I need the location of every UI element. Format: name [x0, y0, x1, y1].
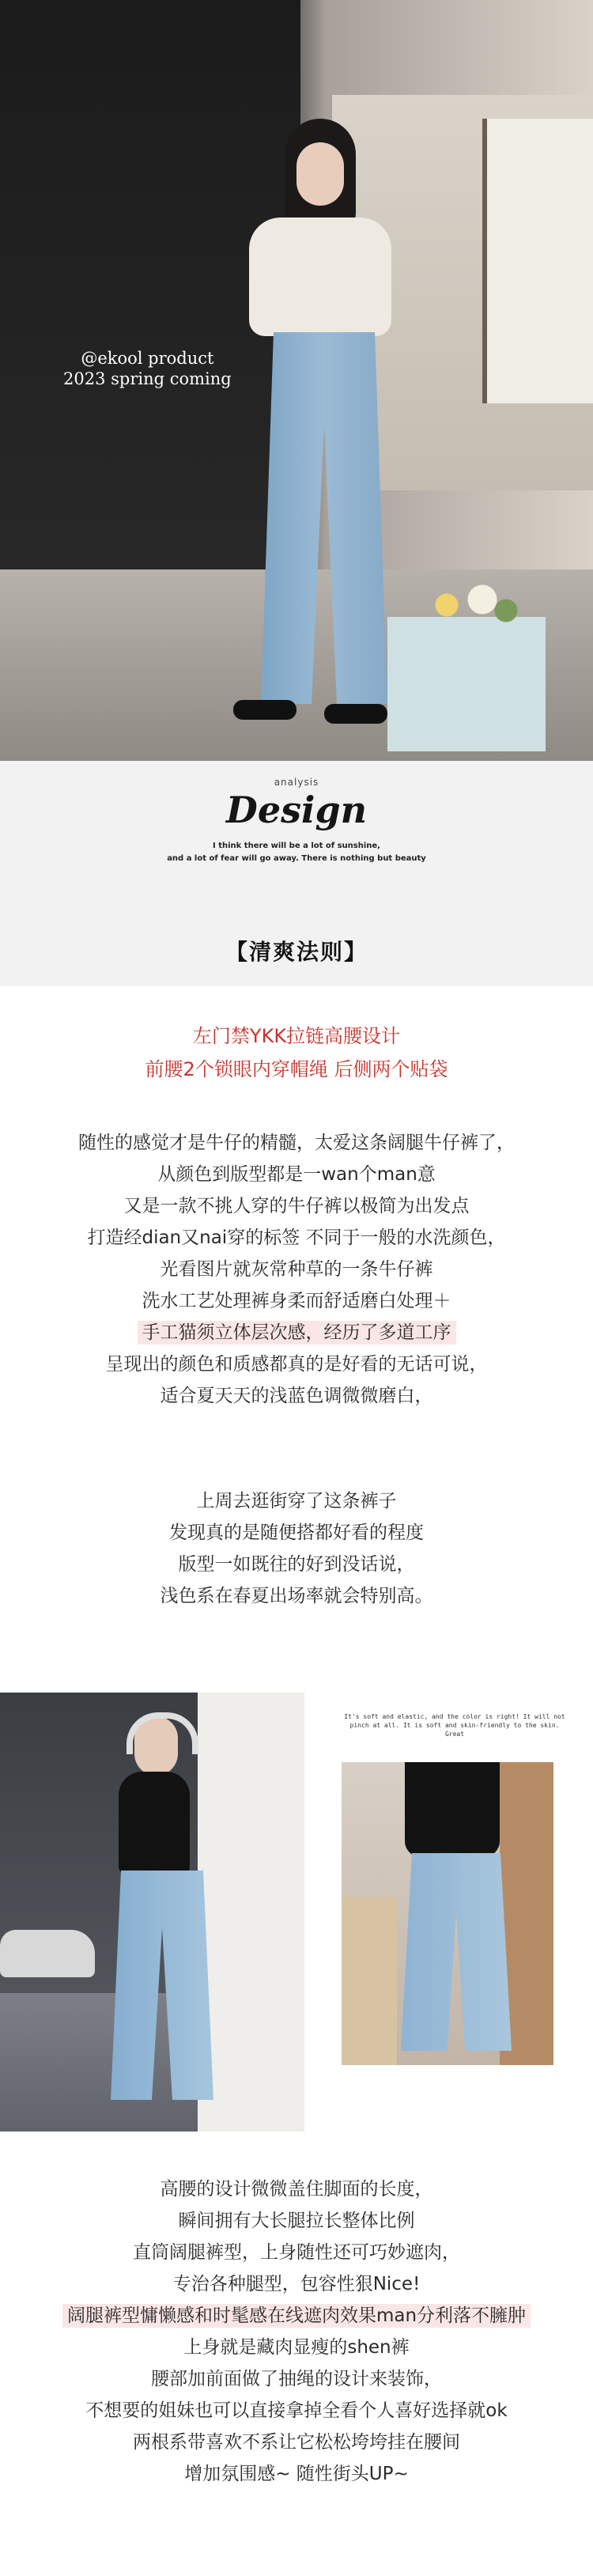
para3-line-highlight — [0, 2300, 593, 2332]
street-wall-panel — [198, 1693, 304, 2132]
hero-model-jeans — [261, 332, 387, 704]
para1-line-highlight — [0, 1317, 593, 1349]
hero-model-blouse — [249, 218, 391, 336]
para3-line: 专治各种腿型，包容性狠Nice! — [172, 2274, 421, 2294]
headphones — [127, 1712, 198, 1754]
highlighted-text: 阔腿裤型慵懒感和时髦感在线遮肉效果man分利落不臃肿 — [62, 2304, 531, 2328]
para2-line: 浅色系在春夏出场率就会特别高。 — [160, 1586, 433, 1606]
seated-photo — [342, 1762, 553, 2065]
hero-model-face — [296, 142, 344, 206]
street-car — [0, 1930, 95, 1977]
hero-caption — [63, 348, 232, 389]
design-tagline-line2: and a lot of fear will go away. There is nothing but beauty — [167, 854, 426, 863]
para1-line: 又是一款不挑人穿的牛仔裤以极简为出发点 — [123, 1196, 470, 1216]
para3-line: 两根系带喜欢不系让它松松垮垮挂在腰间 — [133, 2432, 460, 2453]
para3-line: 瞬间拥有大长腿拉长整体比例 — [178, 2211, 415, 2231]
design-heading: Design — [225, 789, 368, 831]
para1-line: 适合夏天天的浅蓝色调微微磨白， — [160, 1386, 433, 1406]
seated-model-top — [405, 1762, 500, 1857]
para1-line: 打造经dian又nai穿的标签 不同于一般的水洗颜色， — [87, 1227, 506, 1248]
description-paragraph-2 — [0, 1485, 593, 1612]
cardboard-box — [342, 1897, 397, 2065]
photo-caption: It's soft and elastic, and the color is right! It will not pinch at all. It is soft and skin-friendly to the skin. Great — [344, 1713, 565, 1738]
hero-model-shoe-left — [233, 700, 296, 720]
street-photo — [0, 1693, 304, 2132]
seated-model-jeans — [401, 1853, 512, 2051]
para2-line: 版型一如既往的好到没话说， — [178, 1554, 415, 1575]
highlight-zipper: 左门禁YKK拉链高腰设计 — [192, 1025, 401, 1047]
description-paragraph-3 — [0, 2173, 593, 2490]
hero-model-shoe-right — [324, 704, 387, 724]
street-model-top — [119, 1772, 190, 1874]
design-tagline-line1: I think there will be a lot of sunshine, — [213, 842, 380, 850]
hero-caption-line1: @ekool product — [81, 349, 214, 368]
para3-line: 高腰的设计微微盖住脚面的长度， — [160, 2179, 433, 2200]
para2-line: 发现真的是随便搭都好看的程度 — [169, 1523, 424, 1543]
design-tagline — [0, 840, 593, 865]
analysis-label: analysis — [274, 777, 319, 788]
hero-photo — [0, 0, 593, 761]
design-section — [0, 761, 593, 986]
rule-title: 【清爽法则】 — [225, 939, 368, 965]
para3-line: 增加氛围感~ 随性街头UP~ — [184, 2464, 409, 2484]
para1-line: 随性的感觉才是牛仔的精髓，太爱这条阔腿牛仔裤了， — [78, 1133, 515, 1153]
para3-line: 腰部加前面做了抽绳的设计来装饰， — [151, 2369, 442, 2389]
hero-window — [482, 119, 593, 403]
para1-line: 从颜色到版型都是一wan个man意 — [157, 1164, 436, 1185]
para2-line: 上周去逛街穿了这条裤子 — [196, 1491, 397, 1511]
para3-line: 上身就是藏肉显瘦的shen裤 — [183, 2337, 410, 2358]
para3-line: 不想要的姐妹也可以直接拿掉全看个人喜好选择就ok — [85, 2400, 508, 2421]
hero-flowers — [411, 577, 530, 633]
highlighted-text: 手工猫须立体层次感，经历了多道工序 — [138, 1321, 456, 1345]
hero-caption-line2: 2023 spring coming — [63, 369, 232, 388]
para3-line: 直筒阔腿裤型，上身随性还可巧妙遮肉， — [133, 2242, 460, 2263]
hero-model — [237, 119, 419, 728]
para1-line: 洗水工艺处理裤身柔而舒适磨白处理＋ — [142, 1291, 451, 1311]
description-paragraph-1 — [0, 1127, 593, 1412]
para1-line: 光看图片就灰常种草的一条牛仔裤 — [160, 1259, 433, 1280]
highlight-pockets: 前腰2个锁眼内穿帽绳 后侧两个贴袋 — [145, 1058, 448, 1080]
para1-line: 呈现出的颜色和质感都真的是好看的无话可说， — [105, 1354, 488, 1375]
